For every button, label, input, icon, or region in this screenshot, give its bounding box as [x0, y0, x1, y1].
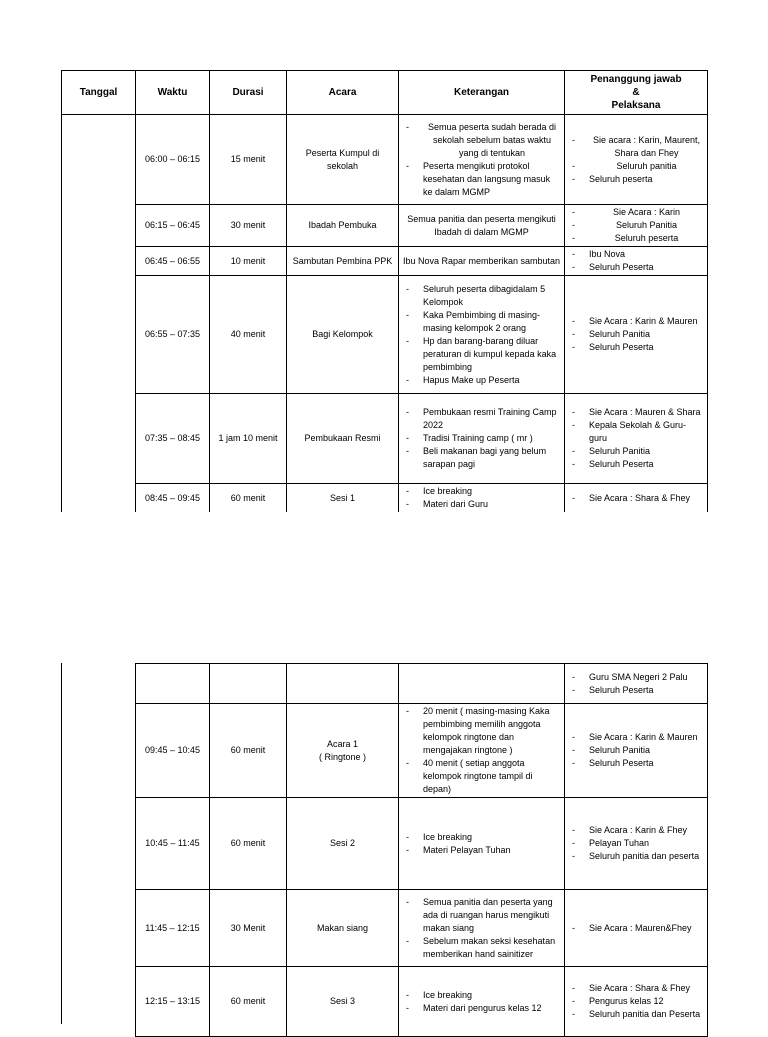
keterangan-item: - Materi Pelayan Tuhan	[402, 844, 561, 857]
keterangan-cell: Ibu Nova Rapar memberikan sambutan	[399, 247, 565, 276]
pj-cell	[565, 276, 708, 394]
waktu-cell: 06:55 – 07:35	[136, 276, 210, 394]
durasi-cell: 60 menit	[210, 798, 287, 890]
pj-cell	[565, 205, 708, 247]
keterangan-cell	[399, 798, 565, 890]
pj-item: - Sie Acara : Karin & Fhey	[568, 824, 704, 837]
pj-cell	[565, 664, 708, 704]
pj-cell	[565, 247, 708, 276]
waktu-cell: 12:15 – 13:15	[136, 967, 210, 1037]
pj-item: - Seluruh Panitia	[568, 744, 704, 757]
pj-item: - Seluruh panitia	[568, 160, 704, 173]
pj-item: - Seluruh peserta	[568, 173, 704, 186]
header-acara: Acara	[287, 71, 399, 115]
keterangan-item: - Pembukaan resmi Training Camp 2022	[402, 406, 561, 432]
pj-cell	[565, 394, 708, 484]
table-row	[62, 484, 708, 513]
keterangan-item: - Ice breaking	[402, 485, 561, 498]
waktu-cell: 06:15 – 06:45	[136, 205, 210, 247]
pj-cell	[565, 890, 708, 967]
keterangan-cell	[399, 967, 565, 1037]
acara-cell: Sesi 1	[287, 484, 399, 513]
acara-cell: Peserta Kumpul di sekolah	[287, 115, 399, 205]
waktu-cell: 07:35 – 08:45	[136, 394, 210, 484]
pj-item: - Pengurus kelas 12	[568, 995, 704, 1008]
page-break-gap	[0, 512, 768, 662]
acara-cell: Makan siang	[287, 890, 399, 967]
acara-cell: Sesi 3	[287, 967, 399, 1037]
pj-cell	[565, 967, 708, 1037]
waktu-cell: 08:45 – 09:45	[136, 484, 210, 513]
keterangan-cell	[399, 890, 565, 967]
keterangan-item: - Kaka Pembimbing di masing-masing kelompok 2 orang	[402, 309, 561, 335]
keterangan-item: - Peserta mengikuti protokol kesehatan dan langsung masuk ke dalam MGMP	[402, 160, 561, 199]
keterangan-cell	[399, 276, 565, 394]
keterangan-cell: Semua panitia dan peserta mengikuti Ibadah di dalam MGMP	[399, 205, 565, 247]
pj-item: - Seluruh Peserta	[568, 757, 704, 770]
pj-item: - Seluruh Panitia	[568, 445, 704, 458]
pj-item: - Seluruh peserta	[568, 232, 704, 245]
table-row	[136, 967, 708, 1037]
table-row	[136, 890, 708, 967]
durasi-cell: 40 menit	[210, 276, 287, 394]
pj-item: - Sie Acara : Karin	[568, 206, 704, 219]
waktu-cell: 06:00 – 06:15	[136, 115, 210, 205]
waktu-cell: 11:45 – 12:15	[136, 890, 210, 967]
keterangan-item: - 40 menit ( setiap anggota kelompok ringtone tampil di depan)	[402, 757, 561, 796]
table-row	[136, 664, 708, 704]
keterangan-item: - Materi dari Guru	[402, 498, 561, 511]
table-header-row	[62, 71, 708, 115]
pj-cell	[565, 798, 708, 890]
table-row	[62, 247, 708, 276]
waktu-cell	[136, 664, 210, 704]
acara-cell: Bagi Kelompok	[287, 276, 399, 394]
pj-item: - Seluruh panitia dan peserta	[568, 850, 704, 863]
durasi-cell: 1 jam 10 menit	[210, 394, 287, 484]
schedule-table-page-1	[61, 70, 708, 513]
keterangan-item: - Materi dari pengurus kelas 12	[402, 1002, 561, 1015]
pj-item: - Seluruh Peserta	[568, 261, 704, 274]
keterangan-item: - Seluruh peserta dibagidalam 5 Kelompok	[402, 283, 561, 309]
pj-item: - Seluruh Peserta	[568, 458, 704, 471]
header-pj-line1: Penanggung jawab	[590, 74, 682, 85]
pj-item: - Seluruh panitia dan Peserta	[568, 1008, 704, 1021]
keterangan-item: - Ice breaking	[402, 989, 561, 1002]
table-row	[62, 276, 708, 394]
keterangan-cell	[399, 704, 565, 798]
pj-item: - Sie Acara : Mauren & Shara	[568, 406, 704, 419]
header-pj-line3: Pelaksana	[611, 100, 661, 111]
header-pj-line2: &	[632, 87, 640, 98]
keterangan-item: - 20 menit ( masing-masing Kaka pembimbing memilih anggota kelompok ringtone dan mengajakan ringtone )	[402, 705, 561, 757]
keterangan-item: - Ice breaking	[402, 831, 561, 844]
acara-cell	[287, 704, 399, 798]
pj-item: - Sie acara : Karin, Maurent, Shara dan Fhey	[568, 134, 704, 160]
keterangan-cell	[399, 484, 565, 513]
keterangan-item: - Hp dan barang-barang diluar peraturan di kumpul kepada kaka pembimbing	[402, 335, 561, 374]
pj-item: - Seluruh Peserta	[568, 684, 704, 697]
header-keterangan: Keterangan	[399, 71, 565, 115]
keterangan-item: - Semua peserta sudah berada di sekolah sebelum batas waktu yang di tentukan	[402, 121, 561, 160]
keterangan-item: - Beli makanan bagi yang belum sarapan pagi	[402, 445, 561, 471]
pj-item: - Sie Acara : Karin & Mauren	[568, 315, 704, 328]
keterangan-item: - Hapus Make up Peserta	[402, 374, 561, 387]
durasi-cell: 30 Menit	[210, 890, 287, 967]
keterangan-item: - Sebelum makan seksi kesehatan memberikan hand sainitizer	[402, 935, 561, 961]
table-row	[136, 704, 708, 798]
header-waktu: Waktu	[136, 71, 210, 115]
waktu-cell: 10:45 – 11:45	[136, 798, 210, 890]
durasi-cell: 60 menit	[210, 704, 287, 798]
acara-cell	[287, 664, 399, 704]
header-penanggung-jawab	[565, 71, 708, 115]
waktu-cell: 06:45 – 06:55	[136, 247, 210, 276]
keterangan-item: - Semua panitia dan peserta yang ada di ruangan harus mengikuti makan siang	[402, 896, 561, 935]
schedule-table-page-2	[135, 663, 708, 1037]
table-row	[62, 205, 708, 247]
pj-item: - Sie Acara : Shara & Fhey	[568, 982, 704, 995]
acara-cell: Sambutan Pembina PPK	[287, 247, 399, 276]
durasi-cell: 60 menit	[210, 484, 287, 513]
waktu-cell: 09:45 – 10:45	[136, 704, 210, 798]
table-row	[136, 798, 708, 890]
pj-item: - Seluruh Panitia	[568, 328, 704, 341]
acara-cell: Sesi 2	[287, 798, 399, 890]
keterangan-cell	[399, 394, 565, 484]
pj-cell	[565, 115, 708, 205]
acara-cell: Pembukaan Resmi	[287, 394, 399, 484]
table-row	[62, 115, 708, 205]
durasi-cell: 30 menit	[210, 205, 287, 247]
pj-item: - Kepala Sekolah & Guru-guru	[568, 419, 704, 445]
table-row	[62, 394, 708, 484]
pj-item: - Sie Acara : Shara & Fhey	[568, 492, 704, 505]
tanggal-column-left-border	[61, 663, 62, 1024]
keterangan-cell	[399, 115, 565, 205]
durasi-cell: 10 menit	[210, 247, 287, 276]
acara-sublabel: ( Ringtone )	[318, 751, 367, 762]
keterangan-item: - Tradisi Training camp ( mr )	[402, 432, 561, 445]
pj-item: - Pelayan Tuhan	[568, 837, 704, 850]
pj-item: - Ibu Nova	[568, 248, 704, 261]
pj-cell	[565, 484, 708, 513]
pj-item: - Guru SMA Negeri 2 Palu	[568, 671, 704, 684]
header-durasi: Durasi	[210, 71, 287, 115]
pj-item: - Sie Acara : Karin & Mauren	[568, 731, 704, 744]
acara-label: Acara 1	[326, 738, 359, 749]
acara-cell: Ibadah Pembuka	[287, 205, 399, 247]
pj-item: - Seluruh Peserta	[568, 341, 704, 354]
pj-cell	[565, 704, 708, 798]
keterangan-cell	[399, 664, 565, 704]
pj-item: - Seluruh Panitia	[568, 219, 704, 232]
tanggal-cell	[62, 115, 136, 513]
durasi-cell: 60 menit	[210, 967, 287, 1037]
durasi-cell	[210, 664, 287, 704]
pj-item: - Sie Acara : Mauren&Fhey	[568, 922, 704, 935]
durasi-cell: 15 menit	[210, 115, 287, 205]
header-tanggal: Tanggal	[62, 71, 136, 115]
